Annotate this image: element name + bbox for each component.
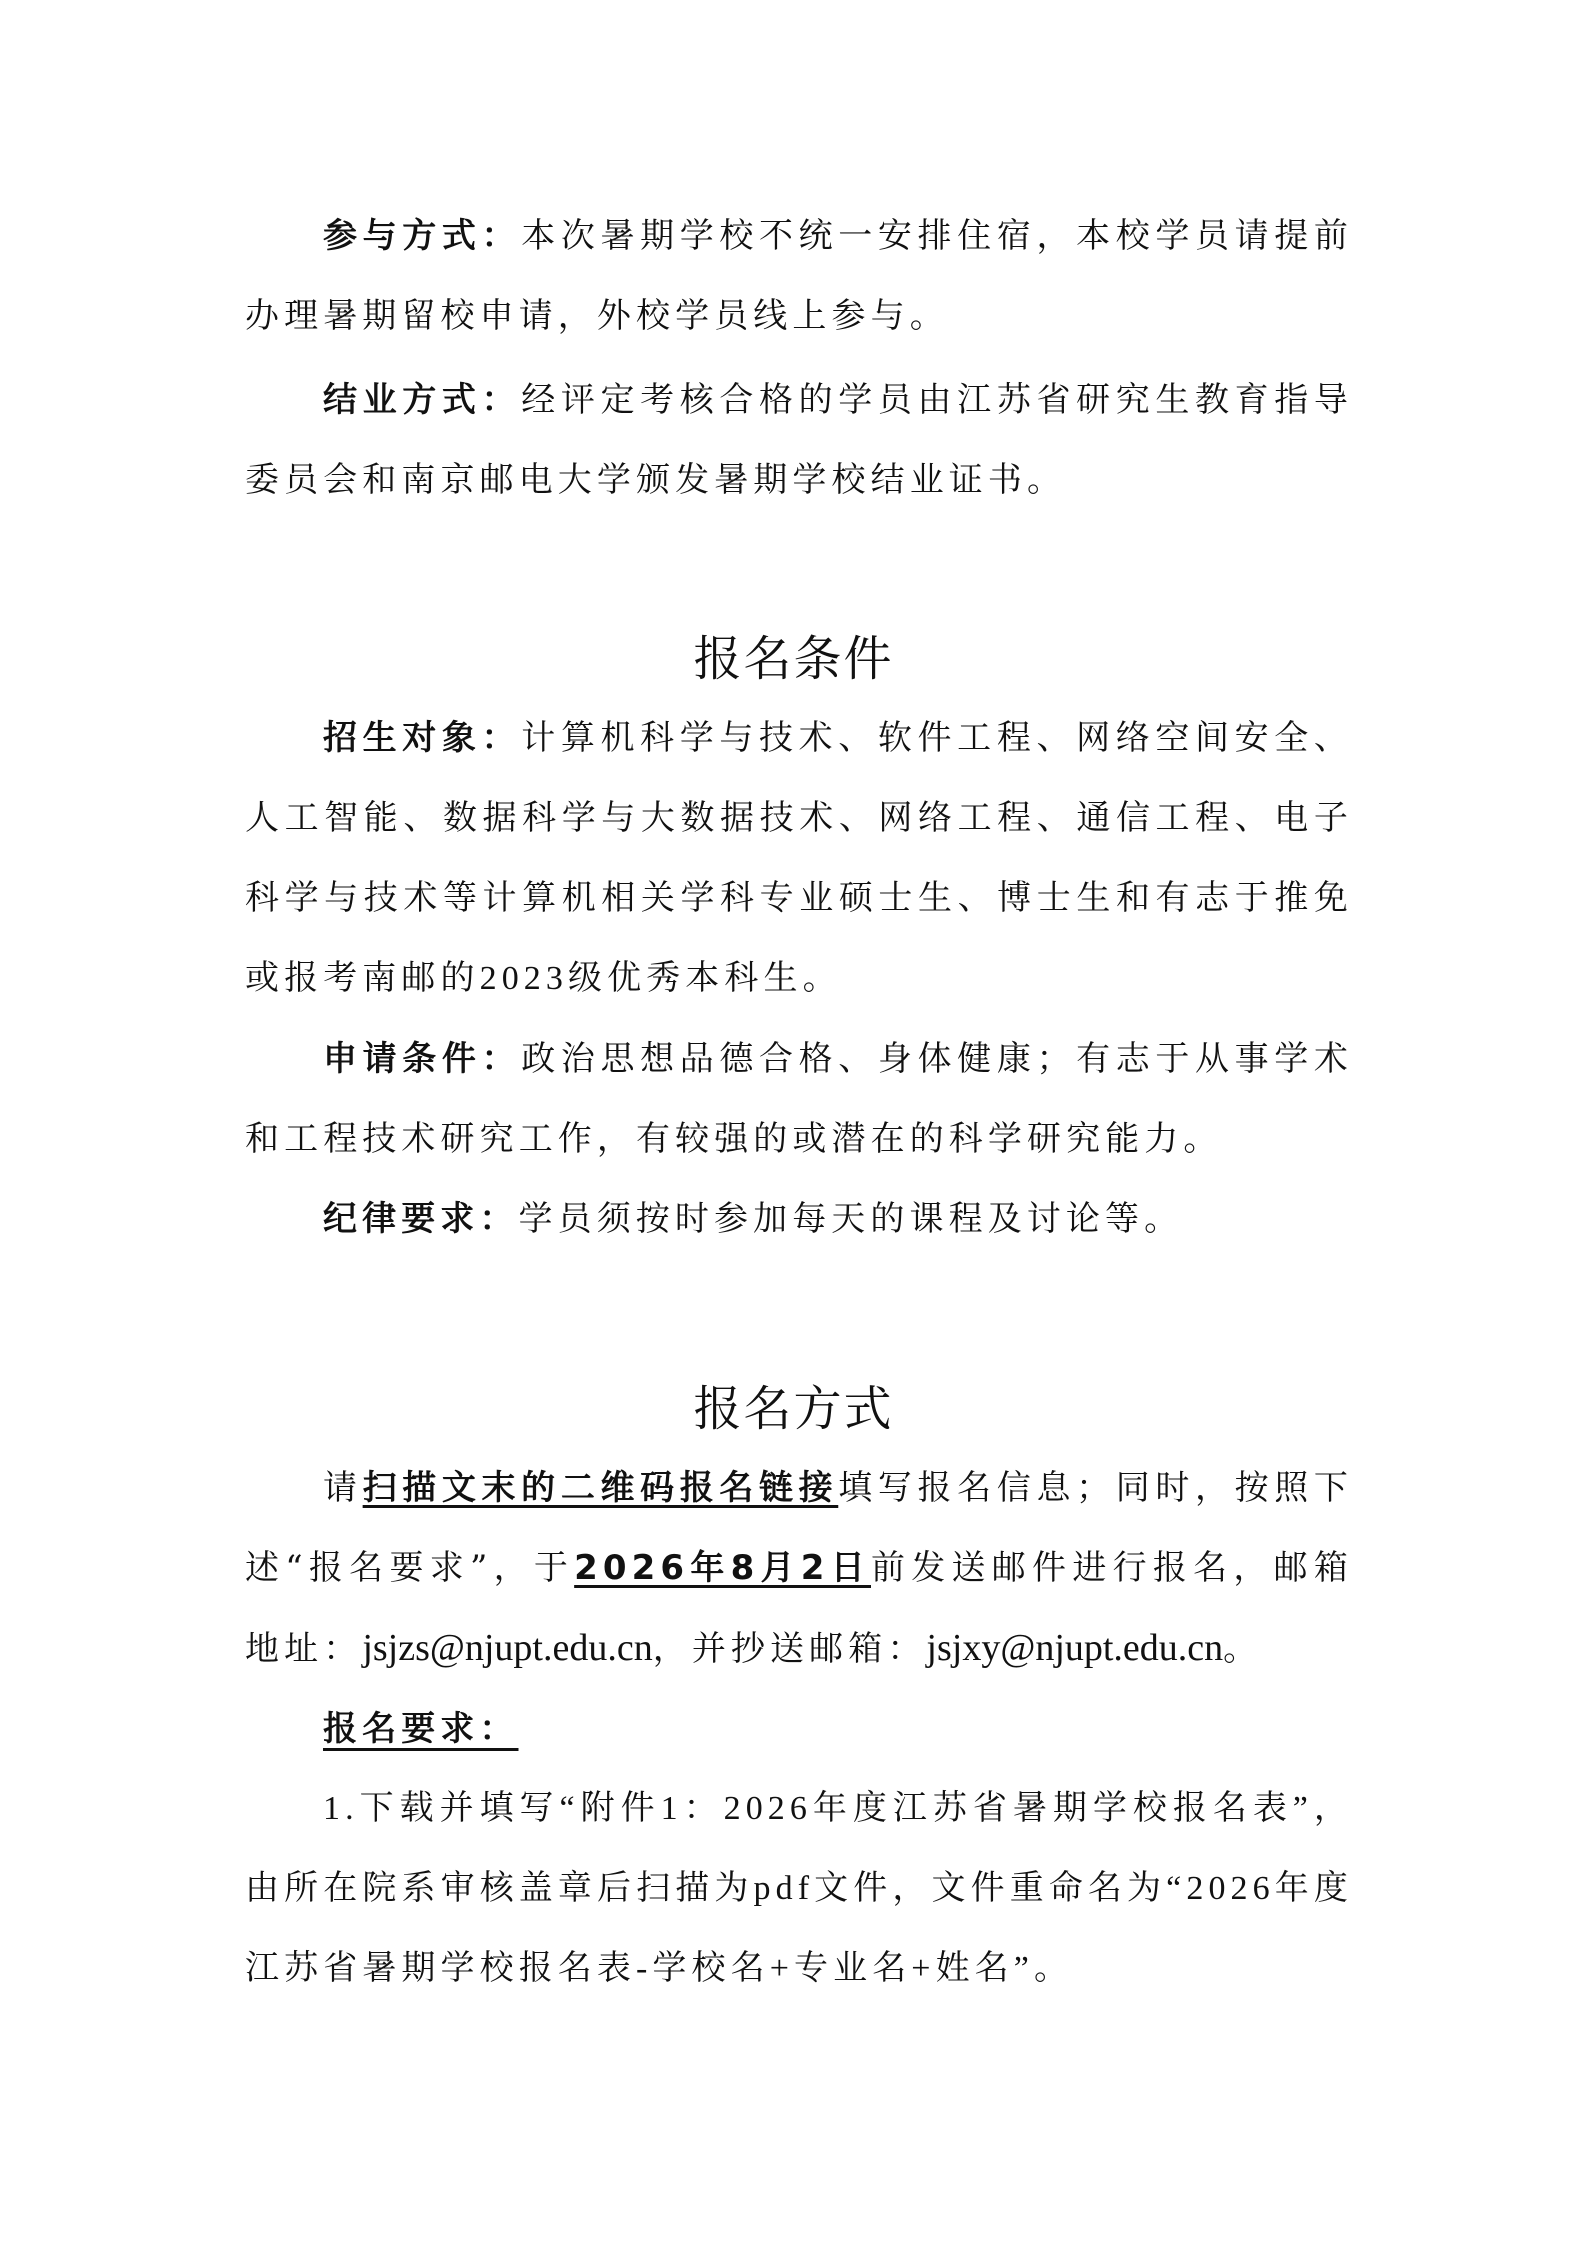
requirements-term: 申请条件： xyxy=(323,1039,522,1079)
discipline-text: 学员须按时参加每天的课程及讨论等。 xyxy=(518,1199,1184,1239)
method-section xyxy=(245,1448,1353,2009)
participation-term: 参与方式： xyxy=(323,216,522,256)
requirements-paragraph xyxy=(245,1019,1353,1179)
target-paragraph xyxy=(245,698,1353,1019)
intro-mid: 填写报名信息；同时，按照下述“报名要求”，于 xyxy=(245,1468,1353,1588)
completion-paragraph xyxy=(245,360,1353,520)
completion-term: 结业方式： xyxy=(323,380,522,420)
heading-method: 报名方式 xyxy=(693,1381,894,1437)
intro-prefix: 请 xyxy=(323,1468,363,1508)
end-mark: 。 xyxy=(1223,1629,1263,1669)
cc-text: ，并抄送邮箱： xyxy=(652,1629,927,1669)
requirement-item-1 xyxy=(245,1769,1353,2009)
requirement-item-1-text: 1.下载并填写“附件1：2026年度江苏省暑期学校报名表”，由所在院系审核盖章后扫描为pdf文件，文件重命名为“2026年度江苏省暑期学校报名表-学校名+专业名+姓名”。 xyxy=(245,1790,1353,1987)
requirements-text: 政治思想品德合格、身体健康；有志于从事学术和工程技术研究工作，有较强的或潜在的科学研究能力。 xyxy=(245,1039,1353,1159)
deadline-date: 2026年8月2日 xyxy=(574,1548,871,1588)
participation-section xyxy=(245,196,1353,520)
registration-requirements-title: 报名要求： xyxy=(323,1709,519,1749)
email-cc-link[interactable]: jsjxy@njupt.edu.cn xyxy=(926,1627,1224,1669)
participation-text: 本次暑期学校不统一安排住宿，本校学员请提前办理暑期留校申请，外校学员线上参与。 xyxy=(245,216,1353,336)
intro-suffix: 前发送邮件进行报名，邮箱地址： xyxy=(245,1548,1354,1669)
completion-text: 经评定考核合格的学员由江苏省研究生教育指导委员会和南京邮电大学颁发暑期学校结业证书。 xyxy=(245,380,1353,500)
method-intro-paragraph xyxy=(245,1448,1353,1689)
target-term: 招生对象： xyxy=(323,718,522,758)
req-title-paragraph xyxy=(245,1689,1353,1769)
target-text: 计算机科学与技术、软件工程、网络空间安全、人工智能、数据科学与大数据技术、网络工程、通信工程、电子科学与技术等计算机相关学科专业硕士生、博士生和有志于推免或报考南邮的2023级优秀本科生。 xyxy=(245,720,1353,997)
participation-paragraph xyxy=(245,196,1353,356)
email-main-link[interactable]: jsjzs@njupt.edu.cn xyxy=(362,1627,653,1669)
discipline-paragraph xyxy=(245,1179,1353,1259)
qr-registration-link[interactable]: 扫描文末的二维码报名链接 xyxy=(362,1468,839,1508)
heading-conditions: 报名条件 xyxy=(693,631,894,687)
discipline-term: 纪律要求： xyxy=(323,1199,519,1239)
conditions-section xyxy=(245,698,1353,1259)
